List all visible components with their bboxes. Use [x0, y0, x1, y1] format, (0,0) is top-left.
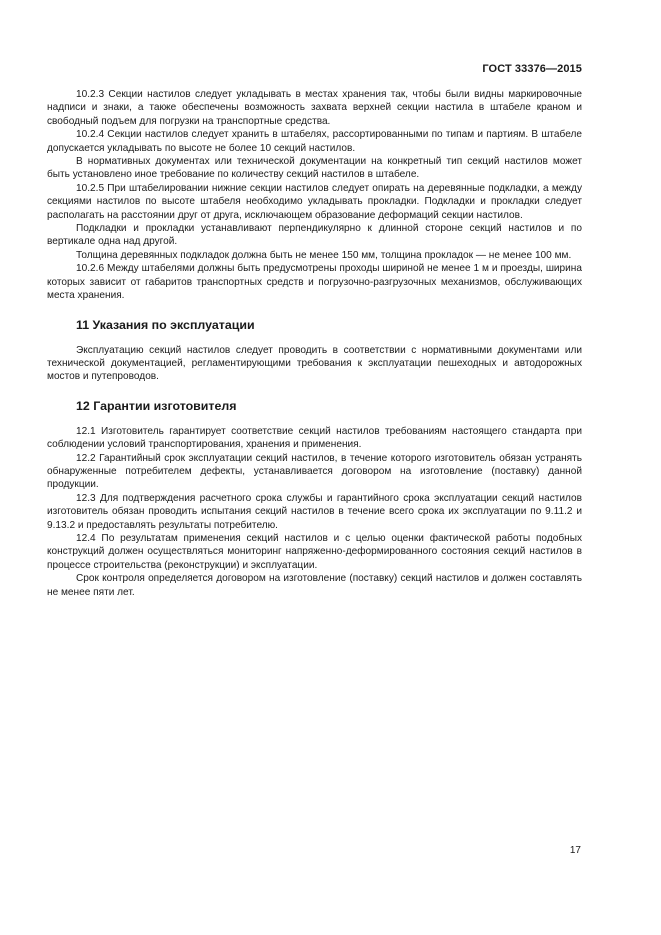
- page-number: 17: [569, 845, 581, 856]
- section-11-heading: 11 Указания по эксплуатации: [76, 317, 255, 332]
- paragraph-10-2-4: 10.2.4 Секции настилов следует хранить в штабелях, рассортированными по типам и партиям. В штабеле допускается укладывать по высоте не более 10 секций настилов.: [47, 129, 582, 154]
- paragraph-10-2-6: 10.2.6 Между штабелями должны быть предусмотрены проходы шириной не менее 1 м и проезды, ширина которых зависит от габаритов транспортных средств и погрузочно-разгрузочных механизмов, обслуживающих места хранения.: [47, 263, 582, 302]
- paragraph-10-2-5-placement: Подкладки и прокладки устанавливают перпендикулярно к длинной стороне секций настилов и по вертикале одна над другой.: [47, 223, 582, 248]
- paragraph-12-1: 12.1 Изготовитель гарантирует соответствие секций настилов требованиям настоящего стандарта при соблюдении условий транспортирования, хранения и применения.: [47, 425, 582, 451]
- section-12-heading: 12 Гарантии изготовителя: [76, 398, 237, 413]
- standard-designation: ГОСТ 33376—2015: [482, 63, 582, 75]
- paragraph-12-4-control-period: Срок контроля определяется договором на изготовление (поставку) секций настилов и должен составлять не менее пяти лет.: [47, 573, 582, 598]
- paragraph-10-2-3: 10.2.3 Секции настилов следует укладывать в местах хранения так, чтобы были видны маркировочные надписи и знаки, а также обеспечены возможность захвата верхней секции настила в штабеле краном и свободный подъем для погрузки на транспортные средства.: [47, 89, 582, 127]
- paragraph-10-2-5: 10.2.5 При штабелировании нижние секции настилов следует опирать на деревянные подкладки, а между секциями настилов по высоте штабеля необходимо укладывать прокладки. Подкладки и прокладки следует располагать на расстоянии друг от друга, исключающем образование деформаций секции настилов.: [47, 182, 582, 221]
- paragraph-10-2-4-note: В нормативных документах или технической документации на конкретный тип секций настилов может быть установлено иное требование по количеству секций настилов в штабеле.: [47, 156, 582, 181]
- paragraph-10-2-5-thickness: Толщина деревянных подкладок должна быть не менее 150 мм, толщина прокладок — не менее 100 мм.: [76, 249, 572, 261]
- page-content: [47, 88, 582, 599]
- paragraph-12-2: 12.2 Гарантийный срок эксплуатации секций настилов, в течение которого изготовитель обязан устранять обнаруженные потребителем дефекты, устанавливается договором на изготовление (поставку) данной продукции.: [47, 452, 582, 491]
- paragraph-12-4: 12.4 По результатам применения секций настилов и с целью оценки фактической работы подобных конструкций должен осуществляться мониторинг напряженно-деформированного состояния секций настилов в процессе строительства (реконструкции) и эксплуатации.: [47, 532, 582, 571]
- paragraph-11-operation: Эксплуатацию секций настилов следует проводить в соответствии с нормативными документами или технической документацией, регламентирующими требования к эксплуатации пешеходных и автодорожных мостов и путепроводов.: [47, 344, 582, 383]
- paragraph-12-3: 12.3 Для подтверждения расчетного срока службы и гарантийного срока эксплуатации секций настилов изготовитель обязан проводить испытания секций настилов в течение всего срока их эксплуатации по 9.11.2 и 9.13.2 и предоставлять результаты потребителю.: [47, 492, 582, 531]
